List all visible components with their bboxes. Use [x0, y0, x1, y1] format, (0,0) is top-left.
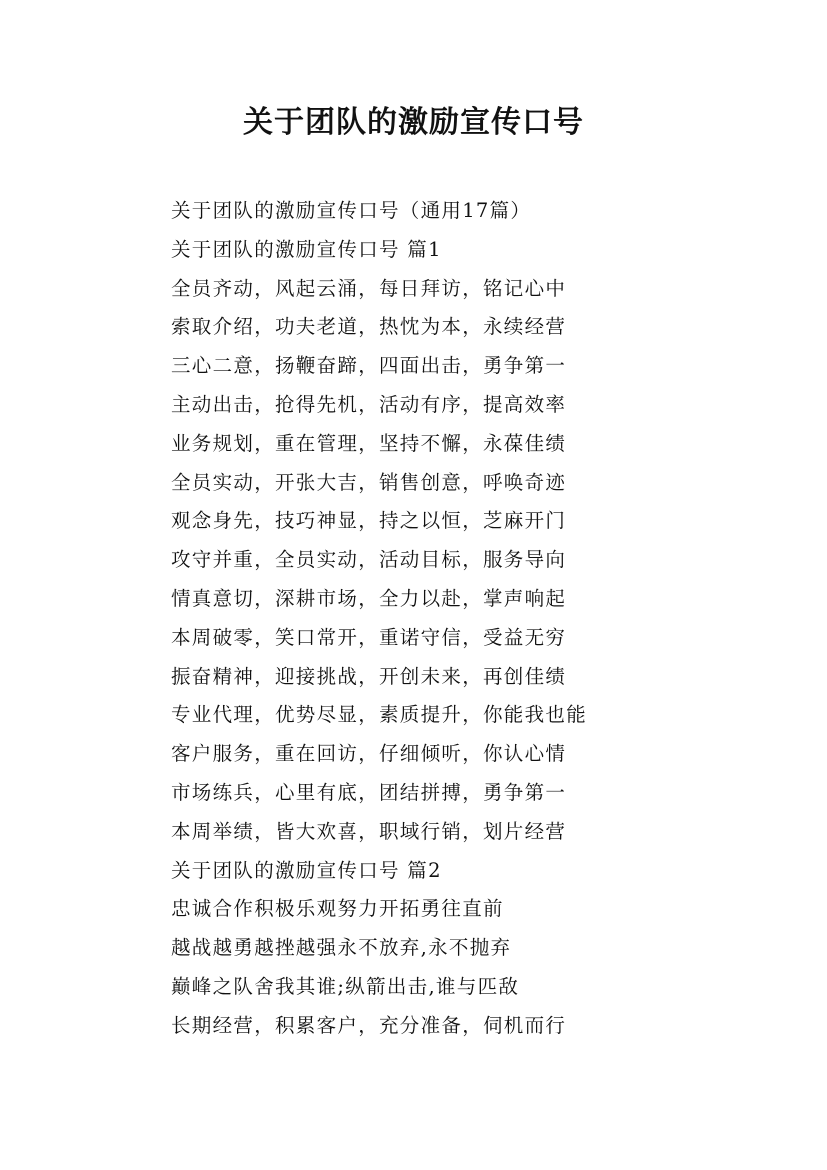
slogan-line: 巅峰之队舍我其谁;纵箭出击,谁与匹敌 — [171, 974, 520, 998]
slogan-line: 本周破零，笑口常开，重诺守信，受益无穷 — [171, 625, 567, 649]
slogan-line: 全员实动，开张大吉，销售创意，呼唤奇迹 — [171, 470, 567, 494]
slogan-line: 专业代理，优势尽显，素质提升，你能我也能 — [171, 703, 588, 727]
section-heading-2: 关于团队的激励宣传口号 篇2 — [171, 858, 442, 882]
slogan-line: 情真意切，深耕市场，全力以赴，掌声响起 — [171, 586, 567, 610]
slogan-line: 客户服务，重在回访，仔细倾听，你认心情 — [171, 742, 567, 766]
slogan-line: 本周举绩，皆大欢喜，职域行销，划片经营 — [171, 819, 567, 843]
slogan-line: 长期经营，积累客户，充分准备，伺机而行 — [171, 1013, 567, 1037]
slogan-line: 振奋精神，迎接挑战，开创未来，再创佳绩 — [171, 664, 567, 688]
slogan-line: 观念身先，技巧神显，持之以恒，芝麻开门 — [171, 509, 567, 533]
slogan-line: 市场练兵，心里有底，团结拼搏，勇争第一 — [171, 780, 567, 804]
slogan-line: 全员齐动，风起云涌，每日拜访，铭记心中 — [171, 276, 567, 300]
slogan-line: 索取介绍，功夫老道，热忱为本，永续经营 — [171, 315, 567, 339]
slogan-line: 业务规划，重在管理，坚持不懈，永葆佳绩 — [171, 431, 567, 455]
slogan-line: 越战越勇越挫越强永不放弃,永不抛弃 — [171, 936, 512, 960]
subtitle-line: 关于团队的激励宣传口号（通用17篇） — [171, 199, 532, 222]
document-title: 关于团队的激励宣传口号 — [243, 105, 584, 140]
slogan-line: 三心二意，扬鞭奋蹄，四面出击，勇争第一 — [171, 354, 567, 378]
document-body — [171, 192, 771, 1046]
slogan-line: 忠诚合作积极乐观努力开拓勇往直前 — [171, 897, 504, 921]
section-heading-1: 关于团队的激励宣传口号 篇1 — [171, 237, 442, 261]
slogan-line: 主动出击，抢得先机，活动有序，提高效率 — [171, 392, 567, 416]
slogan-line: 攻守并重，全员实动，活动目标，服务导向 — [171, 548, 567, 572]
